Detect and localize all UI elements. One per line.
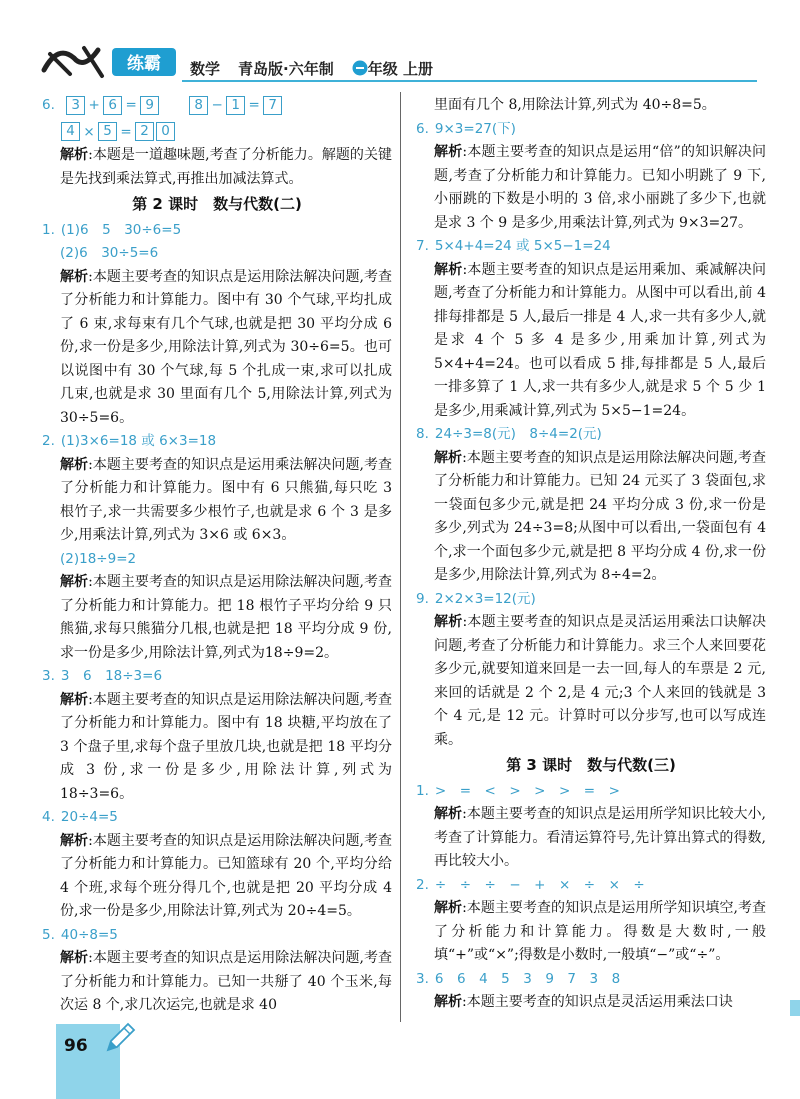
answer-1-part2: (2)6 30÷5=6: [60, 245, 159, 261]
analysis-r3: 解析:本题主要考查的知识点是灵活运用乘法口诀: [434, 994, 733, 1010]
analysis-1: 解析:本题主要考查的知识点是运用除法解决问题,考查了分析能力和计算能力。图中有 30 个气球,平均扎成了 6 束,求每束有几个气球,也就是把 30 平均分成 6 份,求一份是多少,用除法计算,列式为 30÷6=5。也可以说图中有 30 个气球,每 5 个扎成一束,求可以扎成几束,也就是求 30 里面有几个 5,用除法计算,列式为 30÷5=6。: [60, 268, 393, 426]
answer-5: 5. 40÷8=5: [42, 926, 118, 943]
grade-label: 年级: [367, 60, 398, 78]
header-rule: [182, 80, 757, 82]
analysis-5-continued: 里面有几个 8,用除法计算,列式为 40÷8=5。: [434, 97, 716, 113]
lesson-3-heading: 第 3 课时 数与代数(三): [506, 756, 676, 774]
answer-8: 8. 24÷3=8(元) 8÷4=2(元): [416, 426, 602, 442]
answer-1-part1: 1. (1)6 5 30÷6=5: [42, 221, 182, 238]
answer-r1: 1. > = < > > > = >: [416, 782, 620, 799]
analysis-2-part1: 解析:本题主要考查的知识点是运用乘法解决问题,考查了分析能力和计算能力。图中有 6 只熊猫,每只吃 3 根竹子,求一共需要多少根竹子,也就是求 6 个 3 是多少,用乘法计算,列式为 3×6 或 6×3。: [60, 456, 393, 543]
answer-9: 9. 2×2×3=12(元): [416, 590, 536, 607]
answer-r2: 2. ÷ ÷ ÷ − + × ÷ × ÷: [416, 876, 645, 893]
pencil-icon: [102, 1022, 136, 1056]
edge-marker: [790, 1000, 800, 1016]
analysis-7: 解析:本题主要考查的知识点是运用乘加、乘减解决问题,考查了分析能力和计算能力。从图中可以看出,前 4 排每排都是 5 人,最后一排是 4 人,求一共有多少人,就是求 4 个 5 多 4 是多少,用乘加计算,列式为 5×4+4=24。也可以看成 5 排,每排都是 5 人,最后一排多算了 1 人,求一共有多少人,就是求 5 个 5 少 1 是多少,用乘减计算,列式为 5×5−1=24。: [434, 261, 767, 419]
answer-3: 3. 3 6 18÷3=6: [42, 668, 163, 684]
analysis-8: 解析:本题主要考查的知识点是运用除法解决问题,考查了分析能力和计算能力。已知 24 元买了 3 袋面包,求一袋面包多少元,就是把 24 平均分成 3 份,求一份是多少,列式为 24÷3=8;从图中可以看出,一袋面包有 4 个,求一个面包多少元,就是把 8 平均分成 4 份,求一份是多少,用除法计算,列式为 8÷4=2。: [434, 449, 767, 583]
analysis-r2: 解析:本题主要考查的知识点是运用所学知识填空,考查了分析能力和计算能力。得数是大数时,一般填“+”或“×”;得数是小数时,一般填“−”或“÷”。: [434, 900, 767, 963]
lesson-2-heading: 第 2 课时 数与代数(二): [132, 195, 302, 213]
book-title: [190, 58, 433, 79]
answer-7: 7. 5×4+4=24 或 5×5−1=24: [416, 238, 611, 254]
answer-r3: 3. 6 6 4 5 3 9 7 3 8: [416, 970, 621, 987]
analysis-r1: 解析:本题主要考查的知识点是运用所学知识比较大小,考查了计算能力。看清运算符号,先计算出算式的得数,再比较大小。: [434, 806, 767, 869]
series-logo: [40, 40, 180, 82]
answer-2-part1: 2. (1)3×6=18 或 6×3=18: [42, 433, 217, 449]
analysis-3: 解析:本题主要考查的知识点是运用除法解决问题,考查了分析能力和计算能力。图中有 18 块糖,平均放在了 3 个盘子里,求每个盘子里放几块,也就是把 18 平均分成 3 份,求一份是多少,用除法计算,列式为 18÷3=6。: [60, 691, 393, 802]
answer-4: 4. 20÷4=5: [42, 809, 118, 825]
answer-6: 6. 3 + 6 = 9 8 − 1 = 7: [42, 94, 392, 118]
right-column: [416, 94, 766, 1015]
answer-6-right: 6. 9×3=27(下): [416, 120, 516, 137]
answer-6-line2: 4 × 5 = 2 0: [42, 121, 392, 145]
analysis-6: 解析:本题是一道趣味题,考查了分析能力。解题的关键是先找到乘法算式,再推出加减法算式。: [60, 147, 393, 187]
volume: 上册: [402, 60, 433, 78]
analysis-5: 解析:本题主要考查的知识点是运用除法解决问题,考查了分析能力和计算能力。已知一共掰了 40 个玉米,每次运 8 个,求几次运完,也就是求 40: [60, 950, 393, 1013]
page-number: 96: [64, 1036, 88, 1056]
analysis-2-part2: 解析:本题主要考查的知识点是运用除法解决问题,考查了分析能力和计算能力。把 18 根竹子平均分给 9 只熊猫,求每只熊猫分几根,也就是把 18 平均分成 9 份,求一份是多少,用除法计算,列式为18÷9=2。: [60, 574, 393, 661]
edition: 青岛版·六年制: [238, 60, 334, 78]
left-column: [42, 94, 392, 1018]
page-header: [0, 0, 800, 92]
analysis-6-right: 解析:本题主要考查的知识点是运用“倍”的知识解决问题,考查了分析能力和计算能力。已知小明跳了 9 下,小丽跳的下数是小明的 3 倍,求小丽跳了多少下,也就是求 3 个 9 是多少,用乘法计算,列式为 9×3=27。: [434, 144, 767, 231]
analysis-9: 解析:本题主要考查的知识点是灵活运用乘法口诀解决问题,考查了分析能力和计算能力。求三个人来回要花多少元,就要知道来回是一去一回,每人的车票是 2 元,来回的话就是 2 个 2,是 4 元;3 个人来回的钱就是 3 个 4 元,是 12 元。计算时可以分步写,也可以写成连乘。: [434, 614, 767, 748]
grade-circle-icon: [352, 60, 368, 76]
column-divider: [400, 92, 401, 1022]
analysis-4: 解析:本题主要考查的知识点是运用除法解决问题,考查了分析能力和计算能力。已知篮球有 20 个,平均分给 4 个班,求每个班分得几个,也就是把 20 平均分成 4 份,求一份是多少,用除法计算,列式为 20÷4=5。: [60, 832, 393, 919]
subject: 数学: [190, 60, 221, 78]
svg-text:练霸: 练霸: [127, 54, 161, 74]
answer-2-part2: (2)18÷9=2: [60, 550, 137, 567]
